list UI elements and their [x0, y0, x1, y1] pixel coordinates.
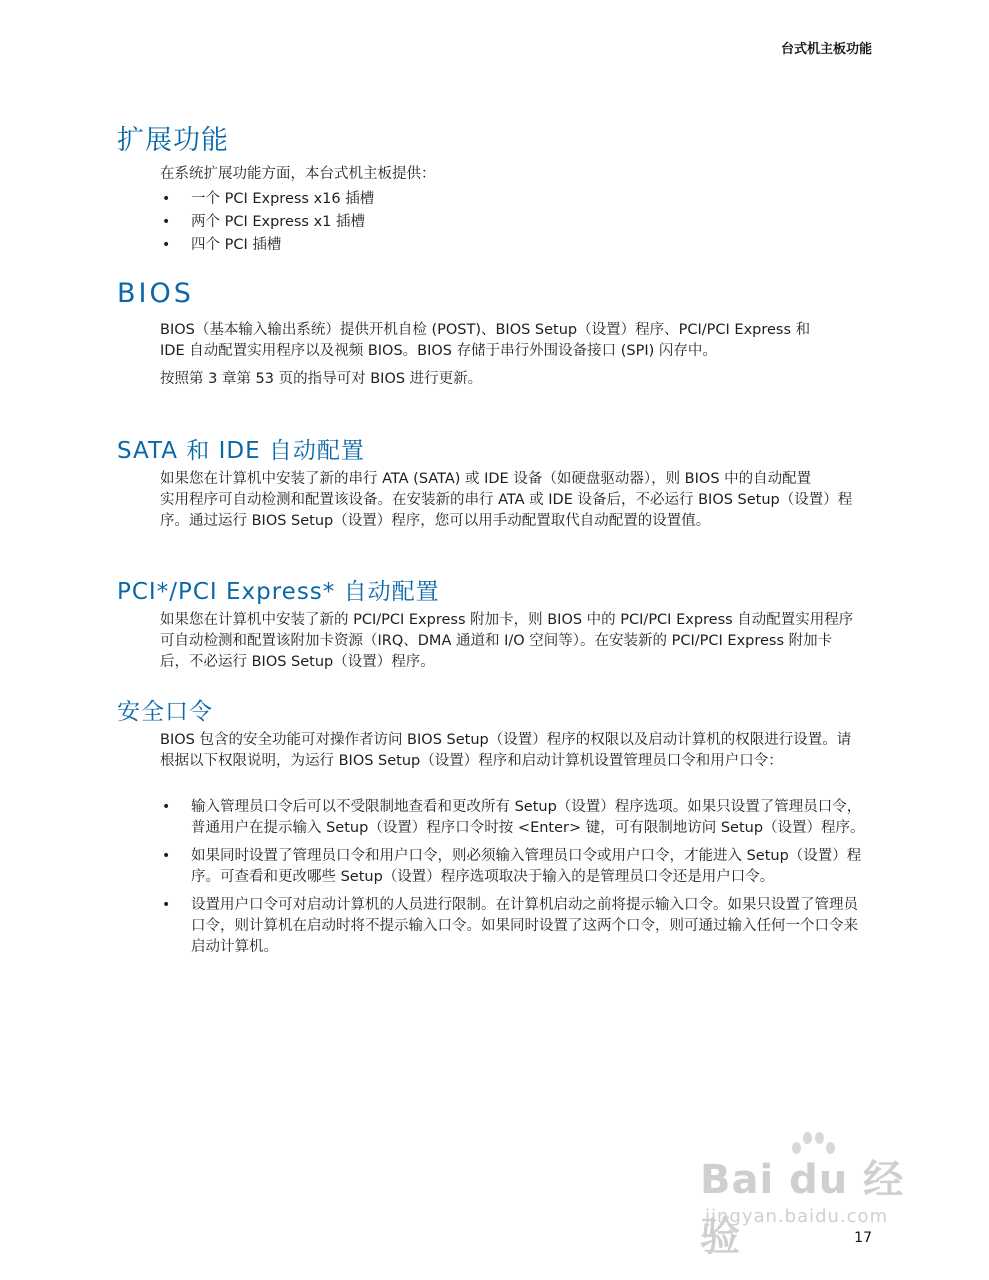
bios-paragraph-1: BIOS（基本输入输出系统）提供开机自检 (POST)、BIOS Setup（设置）程序、PCI/PCI Express 和 IDE 自动配置实用程序以及视频 BIOS。BIOS 存储于串行外围设备接口 (SPI) 闪存中。	[160, 322, 811, 359]
list-item: • 四个 PCI 插槽	[160, 235, 872, 256]
list-item: • 设置用户口令可对启动计算机的人员进行限制。在计算机启动之前将提示输入口令。如果只设置了管理员口令，则计算机在启动时将不提示输入口令。如果同时设置了这两个口令，则可通过输入任何一个口令来启动计算机。	[162, 897, 858, 955]
section-title-sata-ide: SATA 和 IDE 自动配置	[117, 438, 365, 464]
security-intro-text: BIOS 包含的安全功能可对操作者访问 BIOS Setup（设置）程序的权限以及启动计算机的权限进行设置。请根据以下权限说明，为运行 BIOS Setup（设置）程序和启动计算机设置管理员口令和用户口令：	[160, 732, 852, 769]
bullet-icon: •	[162, 237, 171, 253]
expansion-intro-text: 在系统扩展功能方面，本台式机主板提供：	[160, 166, 436, 182]
baidu-watermark	[700, 1148, 940, 1260]
page-number: 17	[854, 1230, 872, 1246]
security-intro	[160, 730, 860, 772]
bios-paragraph-2: 按照第 3 章第 53 页的指导可对 BIOS 进行更新。	[160, 371, 483, 387]
list-item: • 两个 PCI Express x1 插槽	[160, 212, 872, 233]
section-title-expansion: 扩展功能	[117, 125, 229, 156]
sata-ide-line-2: 实用程序可自动检测和配置该设备。在安装新的串行 ATA 或 IDE 设备后，不必运行 BIOS Setup（设置）程序。通过运行 BIOS Setup（设置）程序，您可以用手动配置取代自动配置的设置值。	[160, 492, 853, 529]
expansion-list	[160, 189, 872, 258]
pci-body	[160, 610, 860, 673]
bullet-icon: •	[162, 214, 171, 230]
watermark-brand: Bai du 经验	[700, 1157, 905, 1260]
pci-paragraph: 如果您在计算机中安装了新的 PCI/PCI Express 附加卡，则 BIOS 中的 PCI/PCI Express 自动配置实用程序可自动检测和配置该附加卡资源（IRQ、DMA 通道和 I/O 空间等）。在安装新的 PCI/PCI Express 附加卡后，不必运行 BIOS Setup（设置）程序。	[160, 612, 854, 670]
bullet-icon: •	[162, 848, 171, 864]
running-head: 台式机主板功能	[780, 42, 872, 57]
expansion-intro	[160, 164, 872, 185]
sata-ide-line-1: 如果您在计算机中安装了新的串行 ATA (SATA) 或 IDE 设备（如硬盘驱动器），则 BIOS 中的自动配置	[160, 471, 812, 487]
sata-ide-body	[160, 469, 865, 532]
section-title-bios: BIOS	[117, 278, 194, 309]
bullet-icon: •	[162, 897, 171, 913]
list-item: • 如果同时设置了管理员口令和用户口令，则必须输入管理员口令或用户口令，才能进入 Setup（设置）程序。可查看和更改哪些 Setup（设置）程序选项取决于输入的是管理员口令还是用户口令。	[162, 848, 862, 885]
watermark-url: jingyan.baidu.com	[705, 1206, 889, 1227]
list-item: • 输入管理员口令后可以不受限制地查看和更改所有 Setup（设置）程序选项。如果只设置了管理员口令，普通用户在提示输入 Setup（设置）程序口令时按 <Enter> 键，可有限制地访问 Setup（设置）程序。	[162, 799, 865, 836]
bullet-icon: •	[162, 191, 171, 207]
bullet-icon: •	[162, 799, 171, 815]
bios-body	[160, 320, 820, 390]
list-item: • 一个 PCI Express x16 插槽	[160, 189, 872, 210]
section-title-pci: PCI*/PCI Express* 自动配置	[117, 579, 440, 605]
security-list	[160, 797, 872, 965]
section-title-security: 安全口令	[117, 699, 213, 725]
